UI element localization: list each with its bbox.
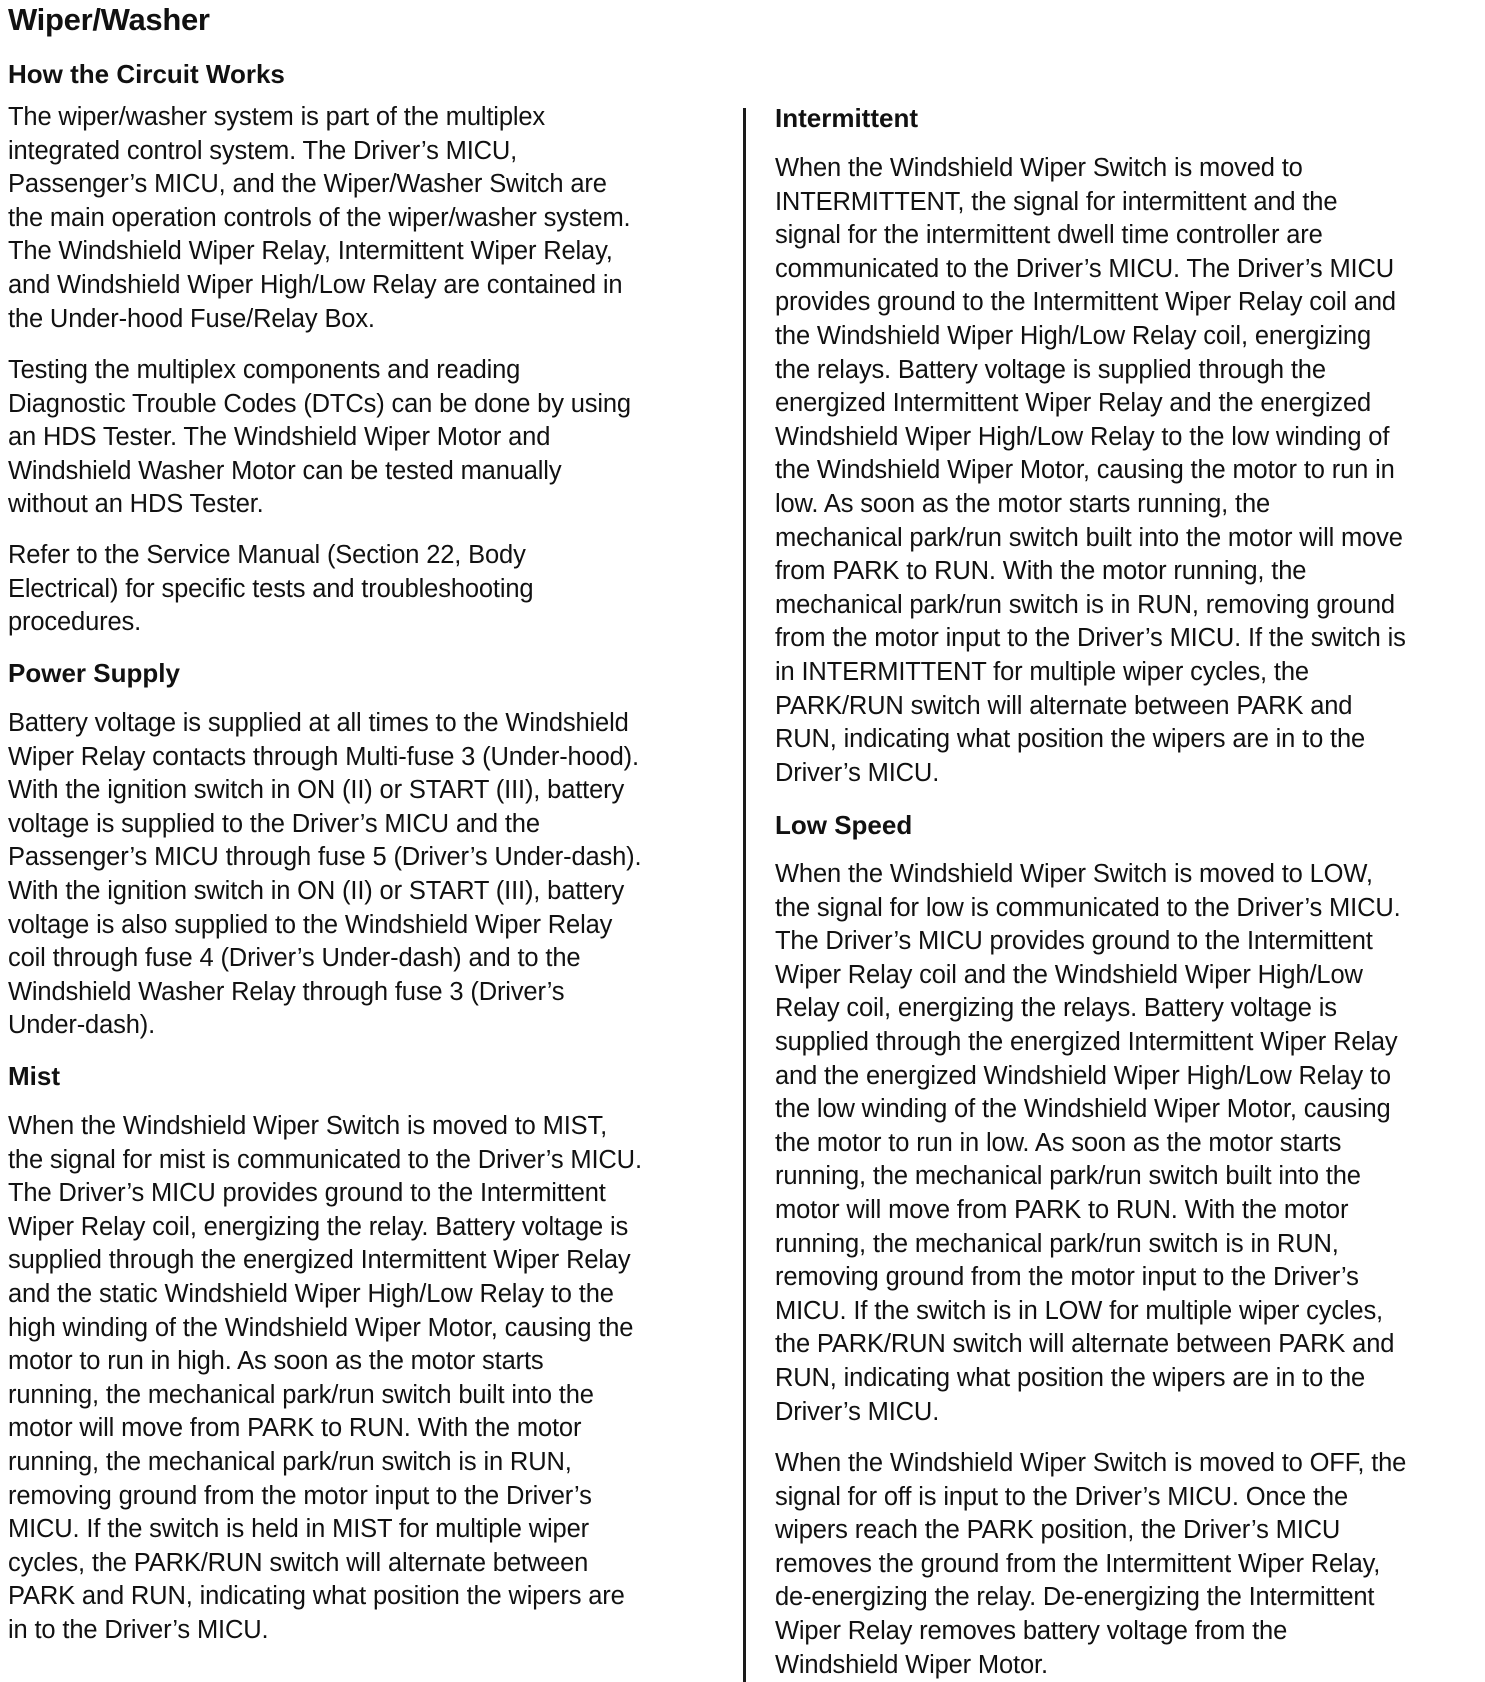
paragraph-power-supply: Battery voltage is supplied at all times to the Windshield Wiper Relay contacts through Multi-fuse 3 (Under-hood). With the ignition switch in ON (II) or START (III), battery voltage is supplied to the Driver’s MICU and the Passenger’s MICU through fuse 5 (Driver’s Under-dash). With the ignition switch in ON (II) or START (III), battery voltage is also supplied to the Windshield Wiper Relay coil through fuse 4 (Driver’s Under-dash) and to the Windshield Washer Relay through fuse 3 (Driver’s Under-dash). [8, 709, 642, 1040]
paragraph-circuit-reference: Refer to the Service Manual (Section 22, Body Electrical) for specific tests and troubleshooting procedures. [8, 541, 534, 637]
heading-power-supply: Power Supply [8, 658, 180, 688]
heading-how-the-circuit-works: How the Circuit Works [8, 59, 285, 89]
paragraph-mist: When the Windshield Wiper Switch is moved to MIST, the signal for mist is communicated to the Driver’s MICU. The Driver’s MICU provides ground to the Intermittent Wiper Relay coil, energizing the relay. Battery voltage is supplied through the energized Intermittent Wiper Relay and the static Windshield Wiper High/Low Relay to the high winding of the Windshield Wiper Motor, causing the motor to run in high. As soon as the motor starts running, the mechanical park/run switch built into the motor will move from PARK to RUN. With the motor running, the mechanical park/run switch is in RUN, removing ground from the motor input to the Driver’s MICU. If the switch is held in MIST for multiple wiper cycles, the PARK/RUN switch will alternate between PARK and RUN, indicating what position the wipers are in to the Driver’s MICU. [8, 1112, 642, 1644]
paragraph-low-speed: When the Windshield Wiper Switch is moved to LOW, the signal for low is communicated to the Driver’s MICU. The Driver’s MICU provides ground to the Intermittent Wiper Relay coil and the Windshield Wiper High/Low Relay coil, energizing the relays. Battery voltage is supplied through the energized Intermittent Wiper Relay and the energized Windshield Wiper High/Low Relay to the low winding of the Windshield Wiper Motor, causing the motor to run in low. As soon as the motor starts running, the mechanical park/run switch built into the motor will move from PARK to RUN. With the motor running, the mechanical park/run switch is in RUN, removing ground from the motor input to the Driver’s MICU. If the switch is in LOW for multiple wiper cycles, the PARK/RUN switch will alternate between PARK and RUN, indicating what position the wipers are in to the Driver’s MICU. [775, 860, 1401, 1426]
paragraph-circuit-testing: Testing the multiplex components and reading Diagnostic Trouble Codes (DTCs) can be done by using an HDS Tester. The Windshield Wiper Motor and Windshield Washer Motor can be tested manually without an HDS Tester. [8, 356, 631, 519]
page-title: Wiper/Washer [8, 2, 210, 37]
paragraph-intermittent: When the Windshield Wiper Switch is moved to INTERMITTENT, the signal for intermittent and the signal for the intermittent dwell time controller are communicated to the Driver’s MICU. The Driver’s MICU provides ground to the Intermittent Wiper Relay coil and the Windshield Wiper High/Low Relay coil, energizing the relays. Battery voltage is supplied through the energized Intermittent Wiper Relay and the energized Windshield Wiper High/Low Relay to the low winding of the Windshield Wiper Motor, causing the motor to run in low. As soon as the motor starts running, the mechanical park/run switch built into the motor will move from PARK to RUN. With the motor running, the mechanical park/run switch is in RUN, removing ground from the motor input to the Driver’s MICU. If the switch is in INTERMITTENT for multiple wiper cycles, the PARK/RUN switch will alternate between PARK and RUN, indicating what position the wipers are in to the Driver’s MICU. [775, 154, 1406, 787]
heading-intermittent: Intermittent [775, 103, 918, 133]
paragraph-off: When the Windshield Wiper Switch is moved to OFF, the signal for off is input to the Driver’s MICU. Once the wipers reach the PARK position, the Driver’s MICU removes the ground from the Intermittent Wiper Relay, de-energizing the relay. De-energizing the Intermittent Wiper Relay removes battery voltage from the Windshield Wiper Motor. [775, 1449, 1407, 1679]
heading-mist: Mist [8, 1061, 60, 1091]
heading-low-speed: Low Speed [775, 810, 913, 840]
column-divider [743, 108, 746, 1682]
paragraph-circuit-overview: The wiper/washer system is part of the multiplex integrated control system. The Driver’s MICU, Passenger’s MICU, and the Wiper/Washer Switch are the main operation controls of the wiper/washer system. The Windshield Wiper Relay, Intermittent Wiper Relay, and Windshield Wiper High/Low Relay are contained in the Under-hood Fuse/Relay Box. [8, 103, 631, 333]
